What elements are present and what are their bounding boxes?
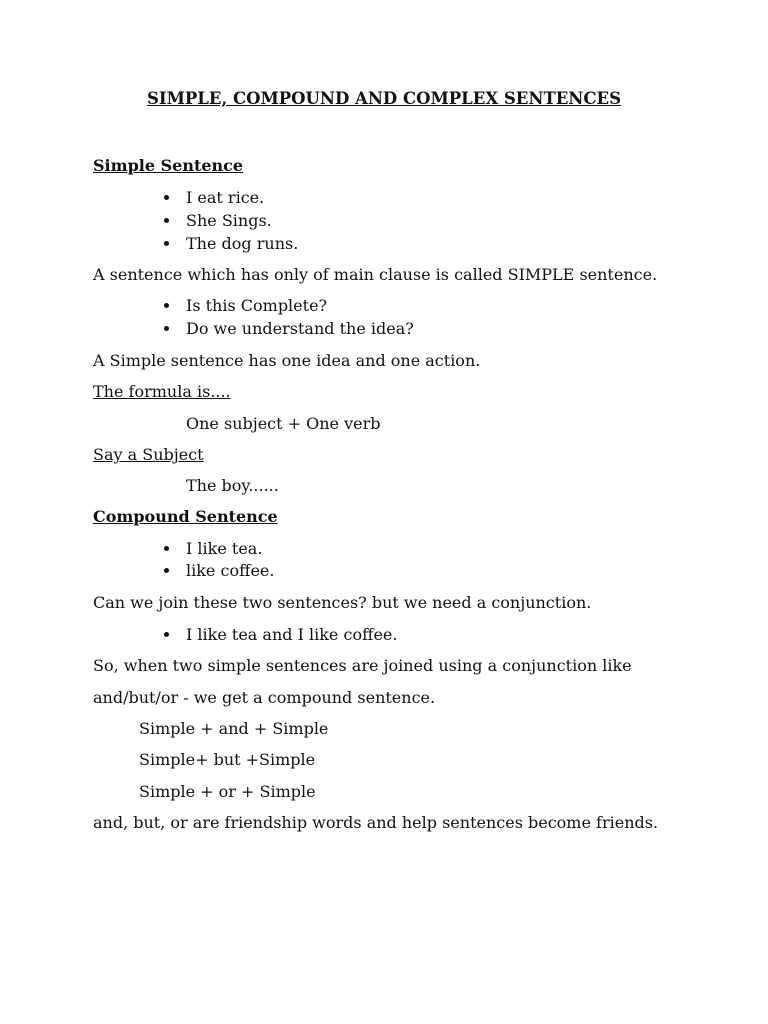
simple-sentence-heading: Simple Sentence xyxy=(93,156,244,175)
bullet-icon xyxy=(164,241,169,246)
say-subject-label: Say a Subject xyxy=(93,445,204,464)
compound-question: Can we join these two sentences? but we need a conjunction. xyxy=(93,593,592,612)
compound-joined-example: I like tea and I like coffee. xyxy=(186,625,398,644)
bullet-icon xyxy=(164,632,169,637)
bullet-icon xyxy=(164,303,169,308)
bullet-icon xyxy=(164,326,169,331)
pattern-or: Simple + or + Simple xyxy=(139,782,316,801)
pattern-and: Simple + and + Simple xyxy=(139,719,329,738)
document-title: SIMPLE, COMPOUND AND COMPLEX SENTENCES xyxy=(146,89,622,108)
compound-example-1: I like tea. xyxy=(186,539,263,558)
bullet-icon xyxy=(164,568,169,573)
bullet-icon xyxy=(164,546,169,551)
formula-label: The formula is.... xyxy=(93,382,231,401)
say-subject-example: The boy...... xyxy=(186,476,279,495)
compound-closing: and, but, or are friendship words and help sentences become friends. xyxy=(93,813,659,832)
compound-example-2: like coffee. xyxy=(186,561,275,580)
bullet-icon xyxy=(164,218,169,223)
simple-example-3: The dog runs. xyxy=(186,234,299,253)
simple-definition: A sentence which has only of main clause is called SIMPLE sentence. xyxy=(93,265,658,284)
simple-example-2: She Sings. xyxy=(186,211,272,230)
simple-question-1: Is this Complete? xyxy=(186,296,328,315)
bullet-icon xyxy=(164,195,169,200)
compound-explanation-line-1: So, when two simple sentences are joined using a conjunction like xyxy=(93,656,632,675)
compound-explanation-line-2: and/but/or - we get a compound sentence. xyxy=(93,688,436,707)
compound-sentence-heading: Compound Sentence xyxy=(93,507,278,526)
simple-question-2: Do we understand the idea? xyxy=(186,319,414,338)
simple-summary: A Simple sentence has one idea and one action. xyxy=(93,351,481,370)
pattern-but: Simple+ but +Simple xyxy=(139,750,316,769)
simple-example-1: I eat rice. xyxy=(186,188,265,207)
formula-text: One subject + One verb xyxy=(186,414,381,433)
